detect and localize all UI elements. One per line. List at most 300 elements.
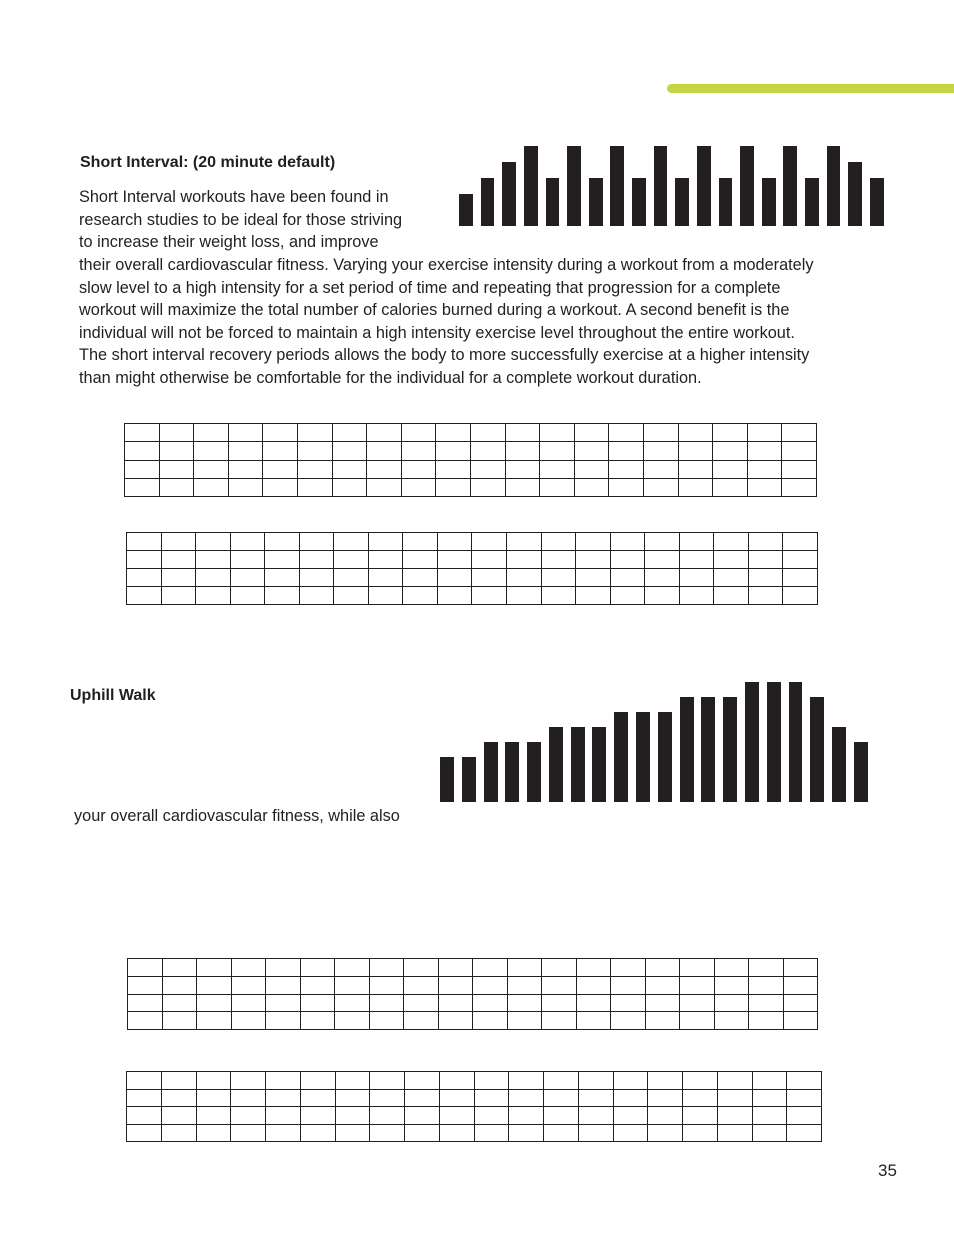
table-cell — [127, 569, 162, 587]
table-cell — [680, 959, 715, 977]
table-cell — [679, 587, 714, 605]
table-cell — [472, 569, 507, 587]
table-row — [125, 460, 817, 478]
table-cell — [266, 1107, 301, 1125]
table-cell — [128, 976, 163, 994]
table-cell — [509, 1124, 544, 1142]
profile-bar — [484, 742, 498, 802]
table-cell — [127, 1124, 162, 1142]
table-cell — [749, 1012, 784, 1030]
table-cell — [578, 1124, 613, 1142]
short-interval-blank-table-2 — [126, 532, 818, 605]
table-cell — [643, 442, 678, 460]
table-cell — [576, 533, 611, 551]
table-cell — [783, 551, 818, 569]
table-cell — [645, 587, 680, 605]
table-cell — [540, 478, 575, 496]
table-cell — [161, 551, 196, 569]
table-cell — [437, 551, 472, 569]
table-cell — [680, 976, 715, 994]
profile-bar — [549, 727, 563, 802]
profile-bar — [827, 146, 841, 226]
table-cell — [335, 1072, 370, 1090]
table-cell — [576, 587, 611, 605]
profile-bar — [810, 697, 824, 802]
table-cell — [265, 533, 300, 551]
table-cell — [299, 551, 334, 569]
table-cell — [470, 460, 505, 478]
table-cell — [162, 959, 197, 977]
table-cell — [436, 424, 471, 442]
text-line: to increase their weight loss, and improve — [79, 233, 379, 251]
table-cell — [334, 569, 369, 587]
text-line: your overall cardiovascular fitness, while also — [74, 807, 400, 825]
table-cell — [127, 551, 162, 569]
table-cell — [196, 1124, 231, 1142]
table-cell — [648, 1072, 683, 1090]
table-cell — [266, 1124, 301, 1142]
table-cell — [645, 569, 680, 587]
table-cell — [610, 533, 645, 551]
table-cell — [159, 478, 194, 496]
table-cell — [335, 1124, 370, 1142]
profile-bar — [462, 757, 476, 802]
profile-bar — [481, 178, 495, 226]
profile-bar — [524, 146, 538, 226]
table-cell — [645, 1012, 680, 1030]
table-cell — [300, 1012, 335, 1030]
table-row — [127, 587, 818, 605]
profile-bar — [680, 697, 694, 802]
table-cell — [540, 460, 575, 478]
table-cell — [161, 569, 196, 587]
table-cell — [266, 994, 301, 1012]
table-cell — [127, 533, 162, 551]
profile-bar — [614, 712, 628, 802]
table-cell — [509, 1107, 544, 1125]
table-cell — [127, 1107, 162, 1125]
profile-bar — [571, 727, 585, 802]
table-cell — [787, 1124, 822, 1142]
table-cell — [332, 442, 367, 460]
table-cell — [266, 1012, 301, 1030]
table-cell — [714, 551, 749, 569]
profile-bar — [658, 712, 672, 802]
table-cell — [648, 1089, 683, 1107]
table-cell — [335, 959, 370, 977]
table-cell — [438, 976, 473, 994]
profile-bar — [719, 178, 733, 226]
table-cell — [470, 424, 505, 442]
table-cell — [472, 587, 507, 605]
table-cell — [196, 533, 231, 551]
table-cell — [230, 569, 265, 587]
table-row — [127, 1124, 822, 1142]
table-cell — [369, 976, 404, 994]
table-cell — [613, 1124, 648, 1142]
table-cell — [540, 424, 575, 442]
table-cell — [787, 1107, 822, 1125]
table-cell — [299, 587, 334, 605]
table-cell — [300, 1089, 335, 1107]
table-cell — [159, 460, 194, 478]
profile-bar — [740, 146, 754, 226]
table-cell — [782, 442, 817, 460]
table-cell — [370, 1107, 405, 1125]
table-row — [125, 478, 817, 496]
table-cell — [576, 551, 611, 569]
table-cell — [368, 587, 403, 605]
table-cell — [752, 1089, 787, 1107]
table-cell — [125, 478, 160, 496]
table-cell — [509, 1072, 544, 1090]
table-cell — [747, 460, 782, 478]
table-cell — [679, 533, 714, 551]
table-cell — [370, 1124, 405, 1142]
profile-bar — [459, 194, 473, 226]
table-cell — [159, 442, 194, 460]
table-cell — [540, 442, 575, 460]
table-cell — [473, 976, 508, 994]
uphill-walk-profile-chart — [440, 682, 876, 802]
table-cell — [334, 533, 369, 551]
table-cell — [752, 1072, 787, 1090]
table-cell — [474, 1089, 509, 1107]
table-cell — [403, 551, 438, 569]
text-line: their overall cardiovascular fitness. Varying your exercise intensity during a workout from a moderately — [79, 256, 814, 274]
table-cell — [472, 551, 507, 569]
table-cell — [230, 551, 265, 569]
text-line: workout will maximize the total number of calories burned during a workout. A second benefit is the — [79, 301, 790, 319]
table-cell — [194, 478, 229, 496]
table-row — [125, 442, 817, 460]
table-cell — [265, 587, 300, 605]
table-cell — [507, 551, 542, 569]
table-cell — [578, 1072, 613, 1090]
table-cell — [266, 976, 301, 994]
table-cell — [196, 569, 231, 587]
table-cell — [472, 533, 507, 551]
table-cell — [507, 994, 542, 1012]
table-cell — [332, 478, 367, 496]
table-cell — [542, 1012, 577, 1030]
table-cell — [645, 533, 680, 551]
table-cell — [574, 460, 609, 478]
table-cell — [611, 994, 646, 1012]
table-row — [127, 569, 818, 587]
table-cell — [714, 959, 749, 977]
table-cell — [367, 424, 402, 442]
table-cell — [297, 478, 332, 496]
table-cell — [613, 1072, 648, 1090]
table-row — [128, 994, 818, 1012]
table-cell — [437, 587, 472, 605]
table-cell — [196, 1072, 231, 1090]
table-cell — [683, 1107, 718, 1125]
profile-bar — [502, 162, 516, 226]
table-cell — [783, 569, 818, 587]
table-cell — [782, 478, 817, 496]
table-cell — [263, 478, 298, 496]
profile-bar — [592, 727, 606, 802]
table-cell — [266, 1089, 301, 1107]
table-cell — [473, 1012, 508, 1030]
table-cell — [541, 551, 576, 569]
uphill-walk-text — [74, 805, 434, 828]
table-cell — [266, 959, 301, 977]
table-cell — [197, 976, 232, 994]
table-cell — [127, 587, 162, 605]
table-cell — [300, 1072, 335, 1090]
table-cell — [231, 1072, 266, 1090]
table-cell — [370, 1072, 405, 1090]
table-cell — [542, 976, 577, 994]
table-cell — [683, 1072, 718, 1090]
table-row — [127, 1107, 822, 1125]
table-cell — [228, 424, 263, 442]
table-cell — [609, 478, 644, 496]
table-cell — [197, 959, 232, 977]
table-cell — [678, 460, 713, 478]
profile-bar — [505, 742, 519, 802]
profile-bar — [767, 682, 781, 802]
table-cell — [405, 1072, 440, 1090]
table-cell — [749, 976, 784, 994]
table-cell — [367, 442, 402, 460]
table-row — [128, 976, 818, 994]
table-cell — [748, 569, 783, 587]
table-cell — [161, 1124, 196, 1142]
short-interval-heading: Short Interval: (20 minute default) — [80, 154, 336, 171]
text-line: Short Interval workouts have been found in — [79, 188, 389, 206]
table-cell — [473, 959, 508, 977]
table-cell — [162, 976, 197, 994]
table-cell — [299, 533, 334, 551]
table-cell — [194, 460, 229, 478]
table-cell — [438, 1012, 473, 1030]
table-cell — [300, 976, 335, 994]
table-cell — [683, 1124, 718, 1142]
table-cell — [231, 959, 266, 977]
text-line: research studies to be ideal for those striving — [79, 210, 403, 229]
table-cell — [787, 1072, 822, 1090]
table-cell — [610, 569, 645, 587]
table-cell — [231, 976, 266, 994]
table-cell — [266, 1072, 301, 1090]
table-cell — [369, 994, 404, 1012]
table-cell — [680, 994, 715, 1012]
text-line: slow level to a high intensity for a set period of time and repeating that progression for a complete — [79, 278, 781, 297]
table-cell — [404, 1012, 439, 1030]
table-cell — [541, 587, 576, 605]
table-cell — [231, 1124, 266, 1142]
table-cell — [576, 569, 611, 587]
table-cell — [610, 587, 645, 605]
table-cell — [228, 442, 263, 460]
table-cell — [127, 1089, 162, 1107]
table-cell — [474, 1124, 509, 1142]
table-cell — [439, 1107, 474, 1125]
profile-bar — [610, 146, 624, 226]
profile-bar — [527, 742, 541, 802]
table-cell — [713, 460, 748, 478]
table-cell — [678, 442, 713, 460]
table-cell — [680, 1012, 715, 1030]
table-cell — [578, 1089, 613, 1107]
table-cell — [752, 1107, 787, 1125]
table-cell — [717, 1124, 752, 1142]
profile-bar — [723, 697, 737, 802]
table-cell — [576, 1012, 611, 1030]
profile-bar — [654, 146, 668, 226]
table-cell — [128, 994, 163, 1012]
table-cell — [783, 533, 818, 551]
table-cell — [474, 1072, 509, 1090]
table-cell — [747, 478, 782, 496]
table-cell — [127, 1072, 162, 1090]
table-cell — [574, 442, 609, 460]
table-cell — [507, 533, 542, 551]
table-cell — [439, 1072, 474, 1090]
table-cell — [752, 1124, 787, 1142]
table-cell — [335, 994, 370, 1012]
table-cell — [125, 424, 160, 442]
table-cell — [645, 959, 680, 977]
table-cell — [643, 460, 678, 478]
table-cell — [228, 478, 263, 496]
table-cell — [578, 1107, 613, 1125]
table-cell — [297, 442, 332, 460]
uphill-walk-blank-table-2 — [126, 1071, 822, 1142]
table-row — [127, 1072, 822, 1090]
table-cell — [403, 587, 438, 605]
table-cell — [367, 460, 402, 478]
table-cell — [405, 1107, 440, 1125]
table-cell — [403, 533, 438, 551]
table-cell — [405, 1124, 440, 1142]
profile-bar — [589, 178, 603, 226]
table-row — [128, 1012, 818, 1030]
table-cell — [470, 478, 505, 496]
table-cell — [368, 533, 403, 551]
table-cell — [161, 1107, 196, 1125]
profile-bar — [567, 146, 581, 226]
table-cell — [613, 1089, 648, 1107]
table-cell — [300, 1124, 335, 1142]
table-cell — [544, 1107, 579, 1125]
table-cell — [782, 424, 817, 442]
table-cell — [507, 976, 542, 994]
table-cell — [645, 976, 680, 994]
table-cell — [263, 460, 298, 478]
table-cell — [297, 424, 332, 442]
table-cell — [369, 959, 404, 977]
table-cell — [507, 587, 542, 605]
table-cell — [747, 424, 782, 442]
table-cell — [714, 1012, 749, 1030]
table-cell — [404, 994, 439, 1012]
table-cell — [574, 478, 609, 496]
table-cell — [611, 1012, 646, 1030]
table-cell — [783, 587, 818, 605]
table-cell — [714, 533, 749, 551]
table-cell — [162, 994, 197, 1012]
table-cell — [609, 460, 644, 478]
table-cell — [541, 533, 576, 551]
table-cell — [369, 1012, 404, 1030]
table-cell — [128, 959, 163, 977]
table-cell — [297, 460, 332, 478]
table-cell — [613, 1107, 648, 1125]
table-cell — [507, 1012, 542, 1030]
table-cell — [783, 976, 818, 994]
table-cell — [439, 1124, 474, 1142]
table-cell — [332, 460, 367, 478]
table-cell — [611, 976, 646, 994]
table-cell — [679, 569, 714, 587]
table-cell — [714, 587, 749, 605]
table-cell — [787, 1089, 822, 1107]
table-cell — [438, 994, 473, 1012]
table-cell — [509, 1089, 544, 1107]
table-cell — [648, 1107, 683, 1125]
table-cell — [230, 533, 265, 551]
table-cell — [713, 424, 748, 442]
table-cell — [436, 460, 471, 478]
table-cell — [436, 478, 471, 496]
table-cell — [265, 569, 300, 587]
table-cell — [507, 959, 542, 977]
table-cell — [196, 587, 231, 605]
table-row — [125, 424, 817, 442]
table-cell — [610, 551, 645, 569]
table-cell — [714, 569, 749, 587]
table-cell — [439, 1089, 474, 1107]
table-cell — [404, 976, 439, 994]
table-cell — [196, 1089, 231, 1107]
table-cell — [299, 569, 334, 587]
table-cell — [542, 994, 577, 1012]
table-cell — [542, 959, 577, 977]
uphill-walk-heading: Uphill Walk — [70, 687, 156, 704]
table-cell — [335, 976, 370, 994]
text-line: The short interval recovery periods allows the body to more successfully exercise at a higher intensity — [79, 346, 810, 364]
page-number: 35 — [878, 1161, 897, 1180]
profile-bar — [805, 178, 819, 226]
table-cell — [717, 1089, 752, 1107]
table-cell — [436, 442, 471, 460]
table-cell — [748, 533, 783, 551]
table-cell — [609, 424, 644, 442]
profile-bar — [789, 682, 803, 802]
table-cell — [194, 442, 229, 460]
table-cell — [194, 424, 229, 442]
table-cell — [541, 569, 576, 587]
table-cell — [717, 1107, 752, 1125]
table-cell — [367, 478, 402, 496]
table-cell — [231, 1089, 266, 1107]
table-row — [127, 551, 818, 569]
table-cell — [437, 569, 472, 587]
table-cell — [470, 442, 505, 460]
table-cell — [161, 1089, 196, 1107]
table-cell — [401, 478, 436, 496]
table-cell — [714, 994, 749, 1012]
table-cell — [648, 1124, 683, 1142]
table-cell — [507, 569, 542, 587]
profile-bar — [870, 178, 884, 226]
short-interval-body — [79, 254, 889, 389]
